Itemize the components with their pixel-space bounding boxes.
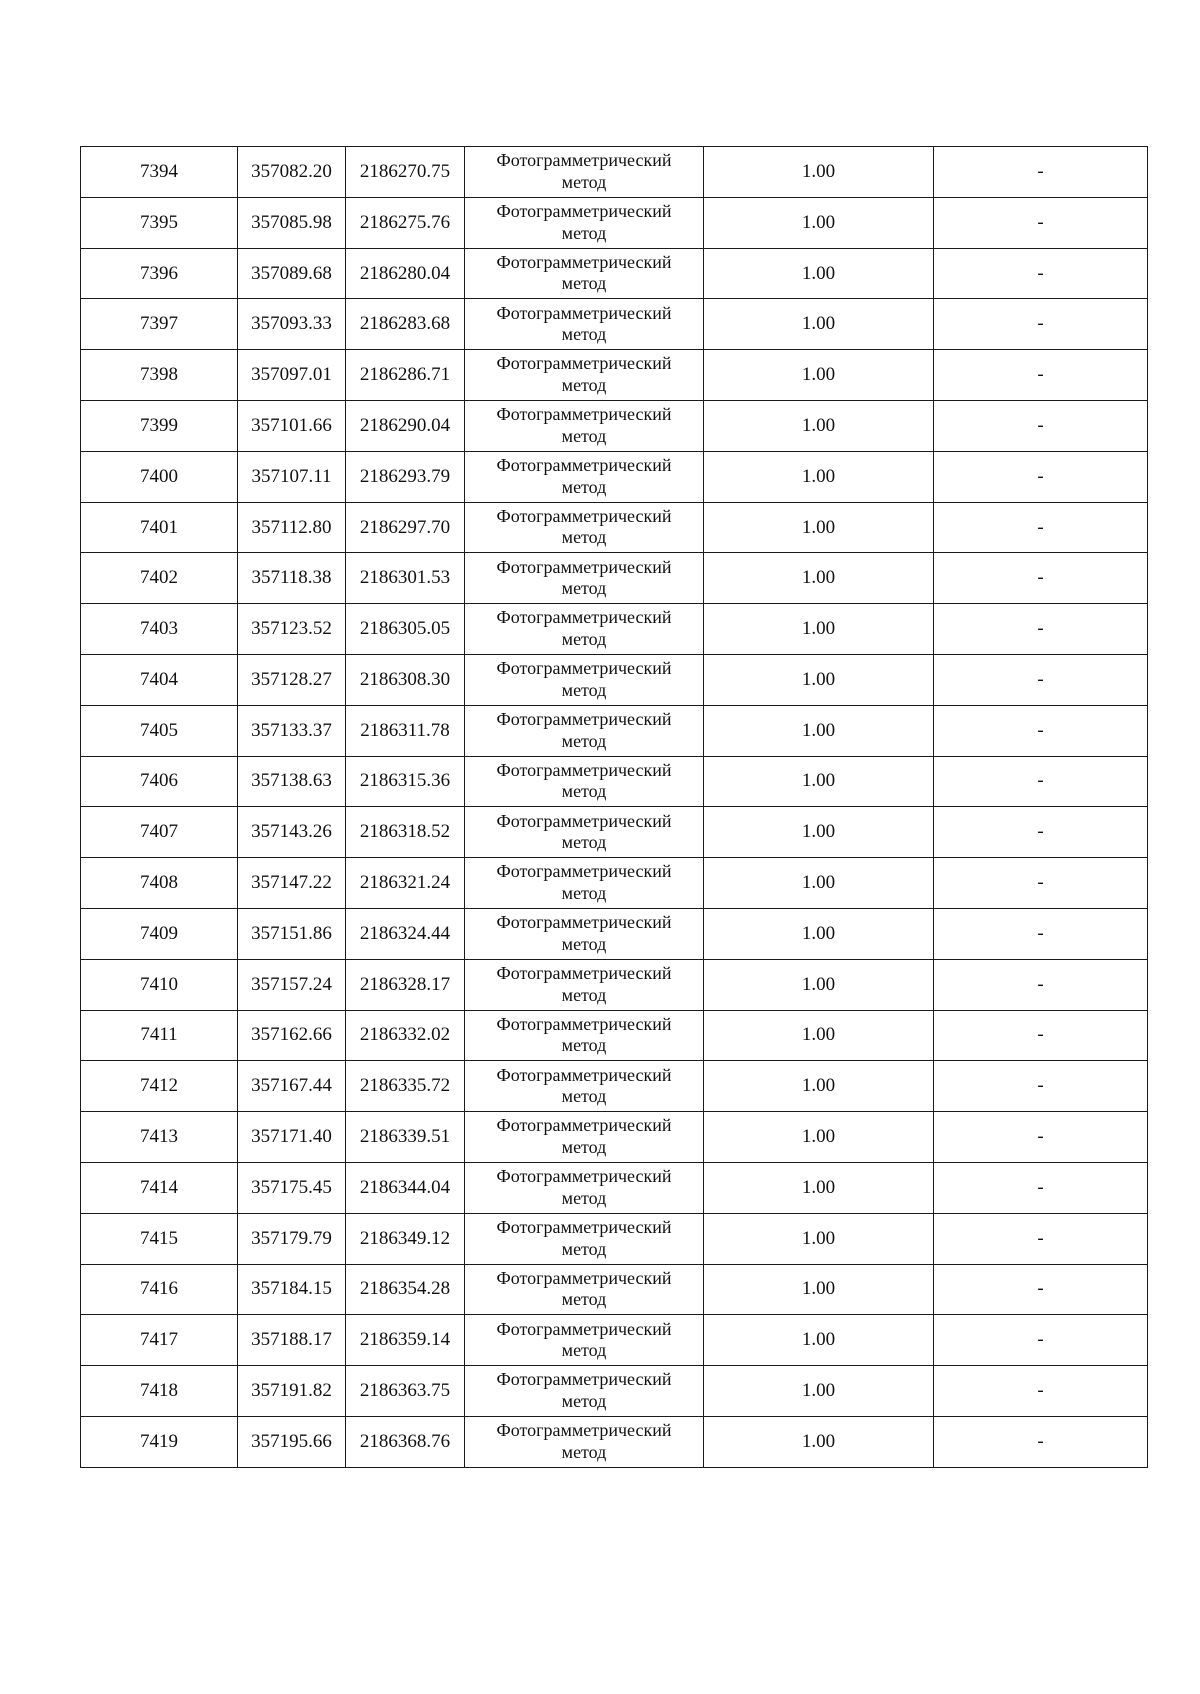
point-number-cell: 7412 <box>81 1061 238 1112</box>
method-cell <box>465 908 704 959</box>
method-label-line1: Фотограмметрический <box>496 658 672 679</box>
method-cell <box>465 350 704 401</box>
method-cell <box>465 959 704 1010</box>
y-coordinate-cell: 2186297.70 <box>346 502 465 553</box>
y-coordinate-cell: 2186286.71 <box>346 350 465 401</box>
accuracy-cell: 1.00 <box>704 807 934 858</box>
x-coordinate-cell: 357162.66 <box>238 1010 346 1061</box>
accuracy-cell: 1.00 <box>704 299 934 350</box>
accuracy-cell: 1.00 <box>704 1061 934 1112</box>
x-coordinate-cell: 357151.86 <box>238 908 346 959</box>
method-label-line1: Фотограмметрический <box>496 759 672 780</box>
method-cell <box>465 248 704 299</box>
x-coordinate-cell: 357128.27 <box>238 654 346 705</box>
table-row <box>81 299 1148 350</box>
method-label-line1: Фотограмметрический <box>496 302 672 323</box>
method-label-line2: метод <box>561 425 607 446</box>
coordinates-table <box>80 146 1148 1468</box>
x-coordinate-cell: 357171.40 <box>238 1112 346 1163</box>
method-cell <box>465 400 704 451</box>
point-number-cell: 7406 <box>81 756 238 807</box>
note-cell: - <box>934 1061 1148 1112</box>
y-coordinate-cell: 2186305.05 <box>346 604 465 655</box>
table-row <box>81 1061 1148 1112</box>
note-cell: - <box>934 1213 1148 1264</box>
note-cell: - <box>934 858 1148 909</box>
x-coordinate-cell: 357107.11 <box>238 451 346 502</box>
note-cell: - <box>934 654 1148 705</box>
x-coordinate-cell: 357097.01 <box>238 350 346 401</box>
accuracy-cell: 1.00 <box>704 1010 934 1061</box>
note-cell: - <box>934 299 1148 350</box>
table-row <box>81 705 1148 756</box>
table-row <box>81 604 1148 655</box>
y-coordinate-cell: 2186368.76 <box>346 1416 465 1467</box>
method-label-line2: метод <box>561 1391 607 1412</box>
table-row <box>81 1315 1148 1366</box>
accuracy-cell: 1.00 <box>704 756 934 807</box>
note-cell: - <box>934 908 1148 959</box>
accuracy-cell: 1.00 <box>704 1264 934 1315</box>
method-cell <box>465 451 704 502</box>
table-row <box>81 451 1148 502</box>
point-number-cell: 7403 <box>81 604 238 655</box>
point-number-cell: 7411 <box>81 1010 238 1061</box>
method-label-line1: Фотограмметрический <box>496 1115 672 1136</box>
point-number-cell: 7408 <box>81 858 238 909</box>
point-number-cell: 7416 <box>81 1264 238 1315</box>
method-label-line1: Фотограмметрический <box>496 1166 672 1187</box>
point-number-cell: 7395 <box>81 197 238 248</box>
point-number-cell: 7405 <box>81 705 238 756</box>
method-cell <box>465 1061 704 1112</box>
method-cell <box>465 1162 704 1213</box>
method-label-line2: метод <box>561 476 607 497</box>
y-coordinate-cell: 2186283.68 <box>346 299 465 350</box>
note-cell: - <box>934 604 1148 655</box>
method-label-line1: Фотограмметрический <box>496 963 672 984</box>
method-cell <box>465 147 704 198</box>
note-cell: - <box>934 197 1148 248</box>
table-row <box>81 756 1148 807</box>
method-label-line2: метод <box>561 171 607 192</box>
accuracy-cell: 1.00 <box>704 959 934 1010</box>
x-coordinate-cell: 357167.44 <box>238 1061 346 1112</box>
y-coordinate-cell: 2186275.76 <box>346 197 465 248</box>
method-label-line1: Фотограмметрический <box>496 404 672 425</box>
method-label-line2: метод <box>561 1187 607 1208</box>
table-row <box>81 807 1148 858</box>
method-cell <box>465 654 704 705</box>
x-coordinate-cell: 357093.33 <box>238 299 346 350</box>
method-cell <box>465 1416 704 1467</box>
accuracy-cell: 1.00 <box>704 553 934 604</box>
method-cell <box>465 299 704 350</box>
x-coordinate-cell: 357188.17 <box>238 1315 346 1366</box>
method-label-line1: Фотограмметрический <box>496 1267 672 1288</box>
point-number-cell: 7396 <box>81 248 238 299</box>
table-row <box>81 1366 1148 1417</box>
table-row <box>81 959 1148 1010</box>
accuracy-cell: 1.00 <box>704 858 934 909</box>
method-label-line1: Фотограмметрический <box>496 810 672 831</box>
accuracy-cell: 1.00 <box>704 654 934 705</box>
y-coordinate-cell: 2186290.04 <box>346 400 465 451</box>
point-number-cell: 7415 <box>81 1213 238 1264</box>
y-coordinate-cell: 2186332.02 <box>346 1010 465 1061</box>
method-cell <box>465 502 704 553</box>
method-cell <box>465 807 704 858</box>
method-label-line2: метод <box>561 1289 607 1310</box>
table-row <box>81 1162 1148 1213</box>
point-number-cell: 7397 <box>81 299 238 350</box>
table-row <box>81 858 1148 909</box>
accuracy-cell: 1.00 <box>704 1112 934 1163</box>
table-row <box>81 197 1148 248</box>
y-coordinate-cell: 2186301.53 <box>346 553 465 604</box>
y-coordinate-cell: 2186315.36 <box>346 756 465 807</box>
table-row <box>81 248 1148 299</box>
method-label-line1: Фотограмметрический <box>496 353 672 374</box>
method-label-line1: Фотограмметрический <box>496 1064 672 1085</box>
method-label-line2: метод <box>561 730 607 751</box>
x-coordinate-cell: 357195.66 <box>238 1416 346 1467</box>
method-label-line2: метод <box>561 273 607 294</box>
method-label-line2: метод <box>561 883 607 904</box>
y-coordinate-cell: 2186335.72 <box>346 1061 465 1112</box>
y-coordinate-cell: 2186359.14 <box>346 1315 465 1366</box>
note-cell: - <box>934 451 1148 502</box>
table-row <box>81 654 1148 705</box>
x-coordinate-cell: 357143.26 <box>238 807 346 858</box>
point-number-cell: 7407 <box>81 807 238 858</box>
method-label-line1: Фотограмметрический <box>496 251 672 272</box>
accuracy-cell: 1.00 <box>704 1213 934 1264</box>
method-label-line1: Фотограмметрический <box>496 607 672 628</box>
point-number-cell: 7399 <box>81 400 238 451</box>
method-cell <box>465 858 704 909</box>
method-cell <box>465 604 704 655</box>
method-label-line2: метод <box>561 832 607 853</box>
y-coordinate-cell: 2186339.51 <box>346 1112 465 1163</box>
y-coordinate-cell: 2186270.75 <box>346 147 465 198</box>
method-cell <box>465 1112 704 1163</box>
note-cell: - <box>934 1315 1148 1366</box>
accuracy-cell: 1.00 <box>704 451 934 502</box>
note-cell: - <box>934 1366 1148 1417</box>
method-label-line2: метод <box>561 1086 607 1107</box>
method-label-line2: метод <box>561 375 607 396</box>
y-coordinate-cell: 2186293.79 <box>346 451 465 502</box>
point-number-cell: 7409 <box>81 908 238 959</box>
note-cell: - <box>934 350 1148 401</box>
accuracy-cell: 1.00 <box>704 604 934 655</box>
method-label-line1: Фотограмметрический <box>496 1420 672 1441</box>
method-label-line2: метод <box>561 578 607 599</box>
method-label-line2: метод <box>561 781 607 802</box>
point-number-cell: 7417 <box>81 1315 238 1366</box>
y-coordinate-cell: 2186328.17 <box>346 959 465 1010</box>
method-label-line1: Фотограмметрический <box>496 201 672 222</box>
x-coordinate-cell: 357133.37 <box>238 705 346 756</box>
point-number-cell: 7418 <box>81 1366 238 1417</box>
accuracy-cell: 1.00 <box>704 1315 934 1366</box>
method-label-line1: Фотограмметрический <box>496 709 672 730</box>
note-cell: - <box>934 959 1148 1010</box>
point-number-cell: 7410 <box>81 959 238 1010</box>
accuracy-cell: 1.00 <box>704 197 934 248</box>
method-label-line1: Фотограмметрический <box>496 1369 672 1390</box>
note-cell: - <box>934 1010 1148 1061</box>
accuracy-cell: 1.00 <box>704 705 934 756</box>
point-number-cell: 7398 <box>81 350 238 401</box>
note-cell: - <box>934 502 1148 553</box>
accuracy-cell: 1.00 <box>704 1162 934 1213</box>
y-coordinate-cell: 2186349.12 <box>346 1213 465 1264</box>
accuracy-cell: 1.00 <box>704 502 934 553</box>
x-coordinate-cell: 357157.24 <box>238 959 346 1010</box>
table-row <box>81 502 1148 553</box>
y-coordinate-cell: 2186280.04 <box>346 248 465 299</box>
method-label-line2: метод <box>561 222 607 243</box>
note-cell: - <box>934 1416 1148 1467</box>
accuracy-cell: 1.00 <box>704 248 934 299</box>
table-row <box>81 1112 1148 1163</box>
method-cell <box>465 1010 704 1061</box>
method-label-line2: метод <box>561 324 607 345</box>
method-label-line1: Фотограмметрический <box>496 150 672 171</box>
y-coordinate-cell: 2186324.44 <box>346 908 465 959</box>
method-cell <box>465 197 704 248</box>
x-coordinate-cell: 357138.63 <box>238 756 346 807</box>
table-row <box>81 1416 1148 1467</box>
method-cell <box>465 1213 704 1264</box>
note-cell: - <box>934 553 1148 604</box>
x-coordinate-cell: 357112.80 <box>238 502 346 553</box>
note-cell: - <box>934 400 1148 451</box>
table-row <box>81 147 1148 198</box>
note-cell: - <box>934 807 1148 858</box>
x-coordinate-cell: 357089.68 <box>238 248 346 299</box>
method-label-line1: Фотограмметрический <box>496 1217 672 1238</box>
method-label-line2: метод <box>561 527 607 548</box>
accuracy-cell: 1.00 <box>704 908 934 959</box>
point-number-cell: 7402 <box>81 553 238 604</box>
method-label-line2: метод <box>561 984 607 1005</box>
y-coordinate-cell: 2186308.30 <box>346 654 465 705</box>
note-cell: - <box>934 1112 1148 1163</box>
method-label-line1: Фотограмметрический <box>496 556 672 577</box>
y-coordinate-cell: 2186344.04 <box>346 1162 465 1213</box>
method-label-line2: метод <box>561 1340 607 1361</box>
table-row <box>81 350 1148 401</box>
note-cell: - <box>934 1162 1148 1213</box>
method-label-line2: метод <box>561 1441 607 1462</box>
note-cell: - <box>934 756 1148 807</box>
accuracy-cell: 1.00 <box>704 1366 934 1417</box>
x-coordinate-cell: 357082.20 <box>238 147 346 198</box>
method-label-line1: Фотограмметрический <box>496 861 672 882</box>
x-coordinate-cell: 357147.22 <box>238 858 346 909</box>
table-body <box>81 147 1148 1468</box>
x-coordinate-cell: 357175.45 <box>238 1162 346 1213</box>
method-label-line1: Фотограмметрический <box>496 505 672 526</box>
point-number-cell: 7404 <box>81 654 238 705</box>
method-label-line1: Фотограмметрический <box>496 1318 672 1339</box>
point-number-cell: 7414 <box>81 1162 238 1213</box>
note-cell: - <box>934 705 1148 756</box>
method-label-line1: Фотограмметрический <box>496 1013 672 1034</box>
point-number-cell: 7419 <box>81 1416 238 1467</box>
method-cell <box>465 1315 704 1366</box>
y-coordinate-cell: 2186311.78 <box>346 705 465 756</box>
x-coordinate-cell: 357179.79 <box>238 1213 346 1264</box>
table-row <box>81 400 1148 451</box>
x-coordinate-cell: 357184.15 <box>238 1264 346 1315</box>
y-coordinate-cell: 2186363.75 <box>346 1366 465 1417</box>
table-row <box>81 553 1148 604</box>
method-label-line1: Фотограмметрический <box>496 912 672 933</box>
method-label-line2: метод <box>561 1035 607 1056</box>
method-label-line2: метод <box>561 679 607 700</box>
x-coordinate-cell: 357123.52 <box>238 604 346 655</box>
method-label-line1: Фотограмметрический <box>496 455 672 476</box>
x-coordinate-cell: 357191.82 <box>238 1366 346 1417</box>
note-cell: - <box>934 147 1148 198</box>
note-cell: - <box>934 248 1148 299</box>
method-label-line2: метод <box>561 629 607 650</box>
y-coordinate-cell: 2186318.52 <box>346 807 465 858</box>
y-coordinate-cell: 2186354.28 <box>346 1264 465 1315</box>
method-cell <box>465 756 704 807</box>
x-coordinate-cell: 357085.98 <box>238 197 346 248</box>
accuracy-cell: 1.00 <box>704 400 934 451</box>
method-label-line2: метод <box>561 933 607 954</box>
table-row <box>81 1264 1148 1315</box>
point-number-cell: 7394 <box>81 147 238 198</box>
accuracy-cell: 1.00 <box>704 350 934 401</box>
table-row <box>81 1213 1148 1264</box>
x-coordinate-cell: 357101.66 <box>238 400 346 451</box>
method-label-line2: метод <box>561 1238 607 1259</box>
method-cell <box>465 705 704 756</box>
table-row <box>81 1010 1148 1061</box>
accuracy-cell: 1.00 <box>704 1416 934 1467</box>
method-cell <box>465 553 704 604</box>
method-cell <box>465 1366 704 1417</box>
method-label-line2: метод <box>561 1137 607 1158</box>
point-number-cell: 7401 <box>81 502 238 553</box>
table-row <box>81 908 1148 959</box>
method-cell <box>465 1264 704 1315</box>
point-number-cell: 7413 <box>81 1112 238 1163</box>
note-cell: - <box>934 1264 1148 1315</box>
accuracy-cell: 1.00 <box>704 147 934 198</box>
point-number-cell: 7400 <box>81 451 238 502</box>
x-coordinate-cell: 357118.38 <box>238 553 346 604</box>
y-coordinate-cell: 2186321.24 <box>346 858 465 909</box>
